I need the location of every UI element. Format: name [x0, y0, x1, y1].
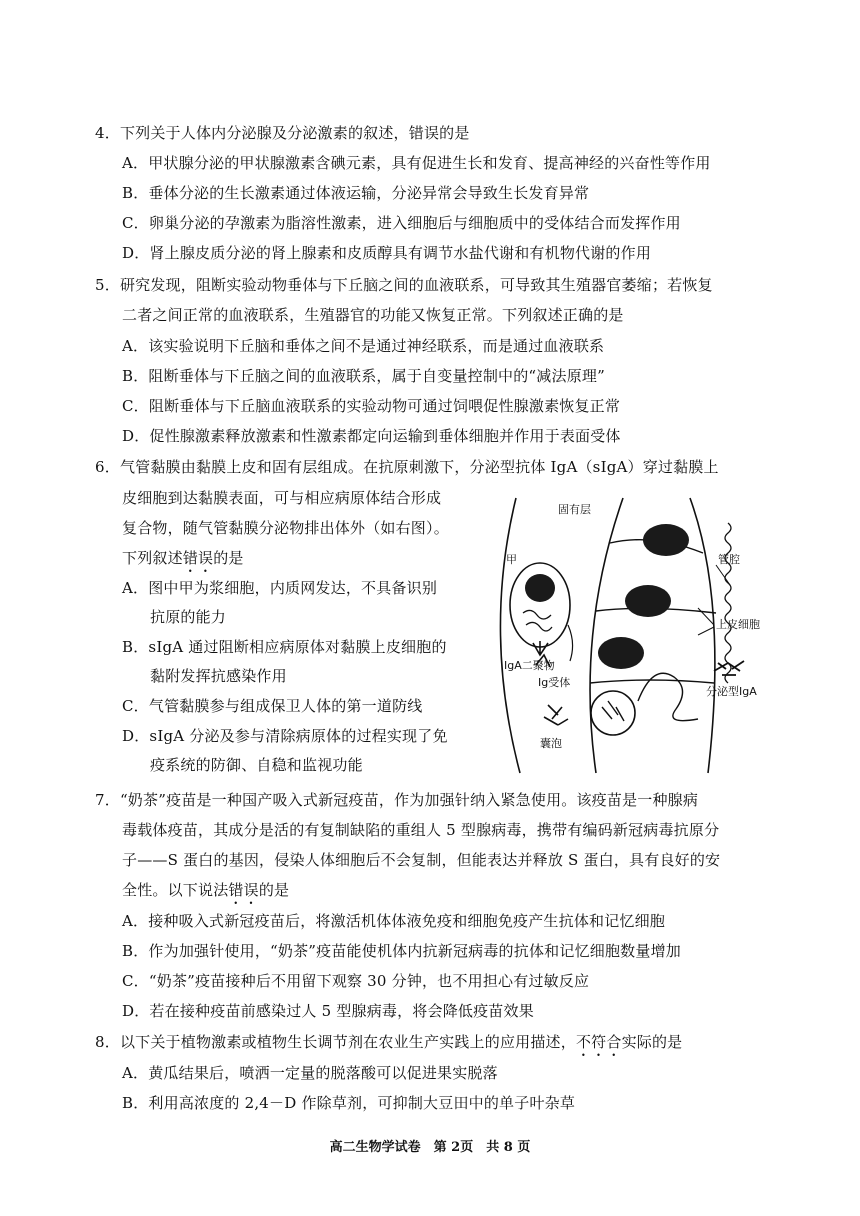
- q7-option-a: A．接种吸入式新冠疫苗后，将激活机体体液免疫和细胞免疫产生抗体和记忆细胞: [122, 912, 666, 930]
- q8-stem: [95, 1032, 682, 1060]
- lamina-boundary: [500, 498, 520, 773]
- label-vesicle: 囊泡: [540, 737, 562, 750]
- label-lumen: 管腔: [718, 553, 740, 566]
- q6-stem-line2: 皮细胞到达黏膜表面，可与相应病原体结合形成: [122, 489, 442, 507]
- nucleus-3: [598, 637, 644, 669]
- q6-option-b: B．sIgA 通过阻断相应病原体对黏膜上皮细胞的: [122, 638, 447, 656]
- epithelium-right-wall: [690, 498, 715, 773]
- q4-option-c: C．卵巢分泌的孕激素为脂溶性激素，进入细胞后与细胞质中的受体结合而发挥作用: [122, 214, 681, 232]
- q6-option-b-cont: 黏附发挥抗感染作用: [150, 667, 287, 685]
- label-receptor: Ig受体: [538, 676, 571, 689]
- epithelium-left-wall: [590, 498, 623, 773]
- q6-option-d-cont: 疫系统的防御、自稳和监视功能: [150, 756, 363, 774]
- q7-option-b: B．作为加强针使用，“奶茶”疫苗能使机体内抗新冠病毒的抗体和记忆细胞数量增加: [122, 942, 681, 960]
- q8-stem-text: 8．以下关于植物激素或植物生长调节剂在农业生产实践上的应用描述，: [95, 1033, 576, 1051]
- nucleus-2: [625, 585, 671, 617]
- q6-stem-line3: 复合物，随气管黏膜分泌物排出体外（如右图）。: [122, 519, 449, 537]
- q7-stem4-tail: 的是: [258, 881, 290, 899]
- q6-emphasis: 错误: [182, 549, 214, 567]
- q5-option-b: B．阻断垂体与下丘脑之间的血液联系，属于自变量控制中的“减法原理”: [122, 367, 605, 385]
- mucosa-diagram: [478, 493, 798, 775]
- q5-option-d: D．促性腺激素释放激素和性激素都定向运输到垂体细胞并作用于表面受体: [122, 427, 621, 445]
- q5-stem-line1: 5．研究发现，阻断实验动物垂体与下丘脑之间的血液联系，可导致其生殖器官萎缩；若恢复: [95, 276, 713, 294]
- q5-stem-line2: 二者之间正常的血液联系，生殖器官的功能又恢复正常。下列叙述正确的是: [122, 306, 624, 324]
- q6-option-a: A．图中甲为浆细胞，内质网发达，不具备识别: [122, 579, 438, 597]
- q6-stem-line4: [122, 548, 244, 576]
- ig-receptor: [544, 705, 568, 725]
- nucleus-1: [643, 524, 689, 556]
- q7-stem-line2: 毒载体疫苗，其成分是活的有复制缺陷的重组人 5 型腺病毒，携带有编码新冠病毒抗原分: [122, 821, 720, 839]
- q7-stem-line3: 子——S 蛋白的基因，侵染人体细胞后不会复制，但能表达并释放 S 蛋白，具有良好的安: [122, 851, 721, 869]
- q4-option-a: A．甲状腺分泌的甲状腺激素含碘元素，具有促进生长和发育、提高神经的兴奋性等作用: [122, 154, 711, 172]
- q8-option-b: B．利用高浓度的 2,4－D 作除草剂，可抑制大豆田中的单子叶杂草: [122, 1094, 576, 1112]
- q4-stem: 4．下列关于人体内分泌腺及分泌激素的叙述，错误的是: [95, 124, 470, 142]
- q4-option-d: D．肾上腺皮质分泌的肾上腺素和皮质醇具有调节水盐代谢和有机物代谢的作用: [122, 244, 652, 262]
- q8-option-a: A．黄瓜结果后，喷洒一定量的脱落酸可以促进果实脱落: [122, 1064, 498, 1082]
- label-siga: 分泌型IgA: [706, 685, 757, 698]
- q7-stem-line4: [122, 880, 289, 908]
- page-footer: 高二生物学试卷 第 2页 共 8 页: [329, 1140, 531, 1155]
- label-jia: 甲: [506, 553, 517, 566]
- q5-option-c: C．阻断垂体与下丘脑血液联系的实验动物可通过饲喂促性腺激素恢复正常: [122, 397, 621, 415]
- q7-option-d: D．若在接种疫苗前感染过人 5 型腺病毒，将会降低疫苗效果: [122, 1002, 534, 1020]
- q6-stem4-tail: 的是: [213, 549, 244, 567]
- q7-stem-line1: 7．“奶茶”疫苗是一种国产吸入式新冠疫苗，作为加强针纳入紧急使用。该疫苗是一种腺病: [95, 791, 699, 809]
- q6-option-a-cont: 抗原的能力: [150, 608, 227, 626]
- q4-option-b: B．垂体分泌的生长激素通过体液运输，分泌异常会导致生长发育异常: [122, 184, 590, 202]
- label-epithelial: 上皮细胞: [716, 618, 760, 631]
- q6-option-d: D．sIgA 分泌及参与清除病原体的过程实现了免: [122, 727, 448, 745]
- q8-emphasis: 不符合: [575, 1033, 622, 1051]
- q6-option-c: C．气管黏膜参与组成保卫人体的第一道防线: [122, 697, 423, 715]
- cilia: [725, 523, 731, 683]
- q7-option-c: C．“奶茶”疫苗接种后不用留下观察 30 分钟，也不用担心有过敏反应: [122, 972, 590, 990]
- q8-stem-tail: 实际的是: [621, 1033, 683, 1051]
- q6-stem4-text: 下列叙述: [122, 549, 183, 567]
- q7-emphasis: 错误: [228, 881, 259, 899]
- q7-stem4-text: 全性。以下说法: [122, 881, 229, 899]
- label-lamina: 固有层: [558, 503, 591, 516]
- vesicle: [591, 691, 635, 735]
- q5-option-a: A．该实验说明下丘脑和垂体之间不是通过神经联系，而是通过血液联系: [122, 337, 605, 355]
- q6-stem-line1: 6．气管黏膜由黏膜上皮和固有层组成。在抗原刺激下，分泌型抗体 IgA（sIgA）穿过黏膜上: [95, 458, 719, 476]
- label-dimer: IgA二聚物: [504, 659, 555, 672]
